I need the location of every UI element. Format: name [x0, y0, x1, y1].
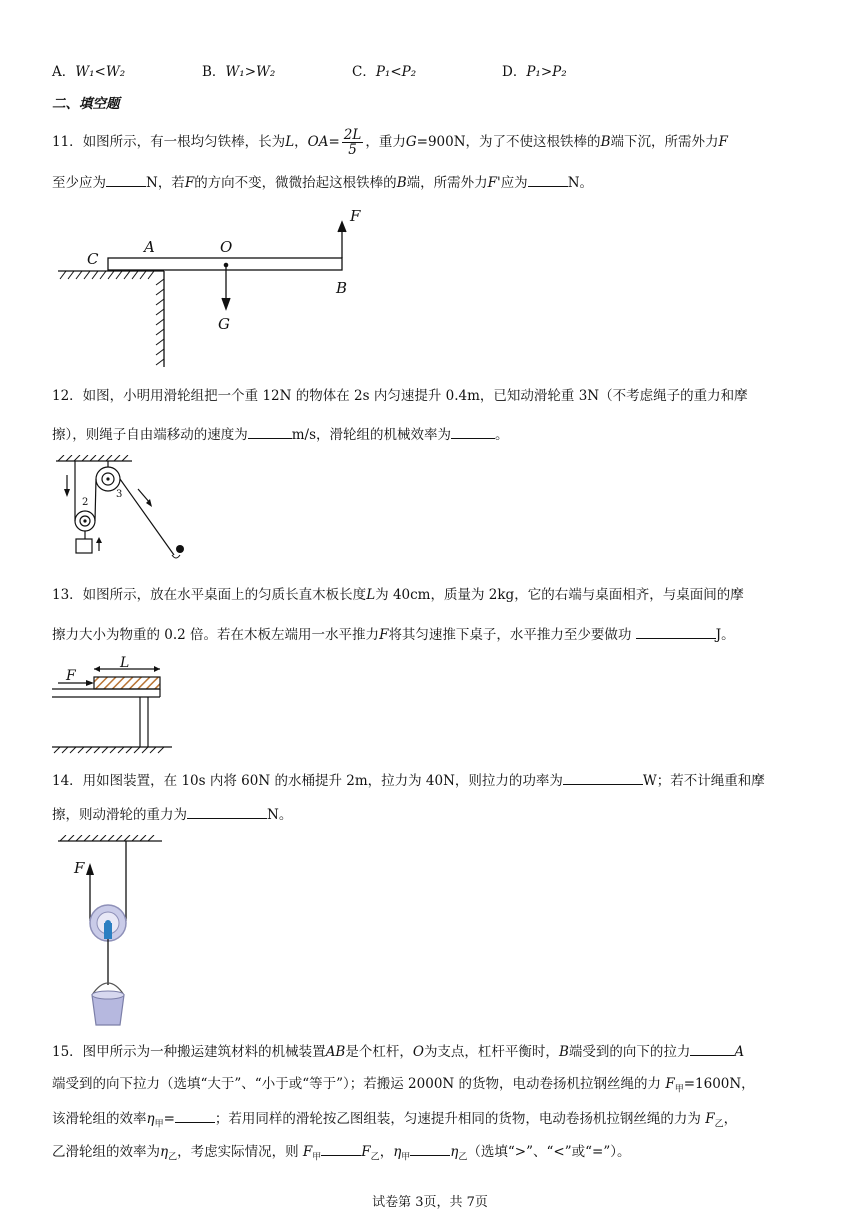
page-footer: 试卷第 3页，共 7页 — [372, 1195, 488, 1210]
q11-line2: 至少应为 N，若F的方向不变，微微抬起这根铁棒的B端，所需外力F'应为 N。 — [52, 172, 593, 193]
q14-line2: 擦，则动滑轮的重力为 N。 — [52, 804, 292, 825]
q13-board-figure — [52, 655, 182, 755]
pulley-number-3: 3 — [116, 489, 123, 500]
label-l: L — [120, 655, 130, 671]
answer-blank[interactable] — [563, 770, 643, 785]
q12-pulley-figure — [52, 455, 202, 565]
label-g: G — [218, 315, 230, 333]
option-a: A．W₁<W₂ — [52, 64, 126, 80]
label-f: F — [74, 859, 85, 877]
q15-line4: 乙滑轮组的效率为$\eta_乙$，考虑实际情况，则 $F_甲$ $F_乙$，$\eta_甲$ $\eta_乙$（选填“>”、“<”或“=”）。 — [52, 1141, 631, 1168]
option-c-expr: P₁<P₂ — [375, 64, 417, 80]
answer-blank[interactable] — [248, 424, 292, 439]
label-f: F — [66, 668, 76, 684]
answer-blank[interactable] — [636, 624, 716, 639]
label-a: A — [144, 238, 155, 256]
label-f: F — [350, 207, 361, 225]
answer-blank[interactable] — [528, 172, 568, 187]
label-c: C — [87, 250, 99, 268]
option-d: D．P₁>P₂ — [502, 64, 567, 80]
answer-blank[interactable] — [187, 804, 267, 819]
q11-lever-figure — [52, 205, 372, 370]
section-title: 二、填空题 — [52, 96, 120, 112]
answer-blank[interactable] — [321, 1141, 361, 1156]
q12-line2: 擦），则绳子自由端移动的速度为 m/s，滑轮组的机械效率为 。 — [52, 424, 509, 445]
label-o: O — [220, 238, 233, 256]
q13-line1: 13．如图所示，放在水平桌面上的匀质长直木板长度L为 40cm，质量为 2kg，它的右端与桌面相齐，与桌面间的摩 — [52, 587, 744, 603]
option-b: B．W₁>W₂ — [202, 64, 276, 80]
q11-line1: 11．如图所示，有一根均匀铁棒，长为L，OA= $\frac{2L}{5}$ ，重力G=900N，为了不使这根铁棒的B端下沉，所需外力F — [52, 127, 728, 158]
answer-blank[interactable] — [690, 1041, 734, 1056]
answer-blank[interactable] — [175, 1108, 215, 1123]
label-b: B — [336, 279, 348, 297]
q12-line1: 12．如图，小明用滑轮组把一个重 12N 的物体在 2s 内匀速提升 0.4m，已知动滑轮重 3N（不考虑绳子的重力和摩 — [52, 388, 748, 404]
answer-blank[interactable] — [410, 1141, 450, 1156]
option-b-expr: W₁>W₂ — [225, 64, 276, 80]
q15-line2: 端受到的向下拉力（选填“大于”、“小于或“等于”）；若搬运 2000N 的货物，电动卷扬机拉钢丝绳的力 $F_甲=1600N$， — [52, 1076, 755, 1095]
option-d-expr: P₁>P₂ — [526, 64, 567, 80]
q15-line3: 该滑轮组的效率$\eta_甲=$ ；若用同样的滑轮按乙图组装，匀速提升相同的货物，电动卷扬机拉钢丝绳的力为 $F_乙$， — [52, 1108, 737, 1135]
q14-line1: 14．用如图装置，在 10s 内将 60N 的水桶提升 2m，拉力为 40N，则拉力的功率为 W；若不计绳重和摩 — [52, 770, 765, 791]
answer-blank[interactable] — [106, 172, 146, 187]
option-c: C．P₁<P₂ — [352, 64, 417, 80]
q14-pulley-bucket-figure — [52, 835, 172, 1030]
q15-line1: 15．图甲所示为一种搬运建筑材料的机械装置AB是个杠杆，O为支点，杠杆平衡时，B端受到的向下的拉力 A — [52, 1041, 744, 1062]
option-a-expr: W₁<W₂ — [75, 64, 126, 80]
q13-line2: 擦力大小为物重的 0.2 倍。若在木板左端用一水平推力F将其匀速推下桌子，水平推力至少要做功 J。 — [52, 624, 735, 645]
answer-blank[interactable] — [451, 424, 495, 439]
pulley-number-2: 2 — [82, 497, 89, 508]
fraction-2L-over-5: $\frac{2L}{5}$ — [343, 127, 362, 158]
